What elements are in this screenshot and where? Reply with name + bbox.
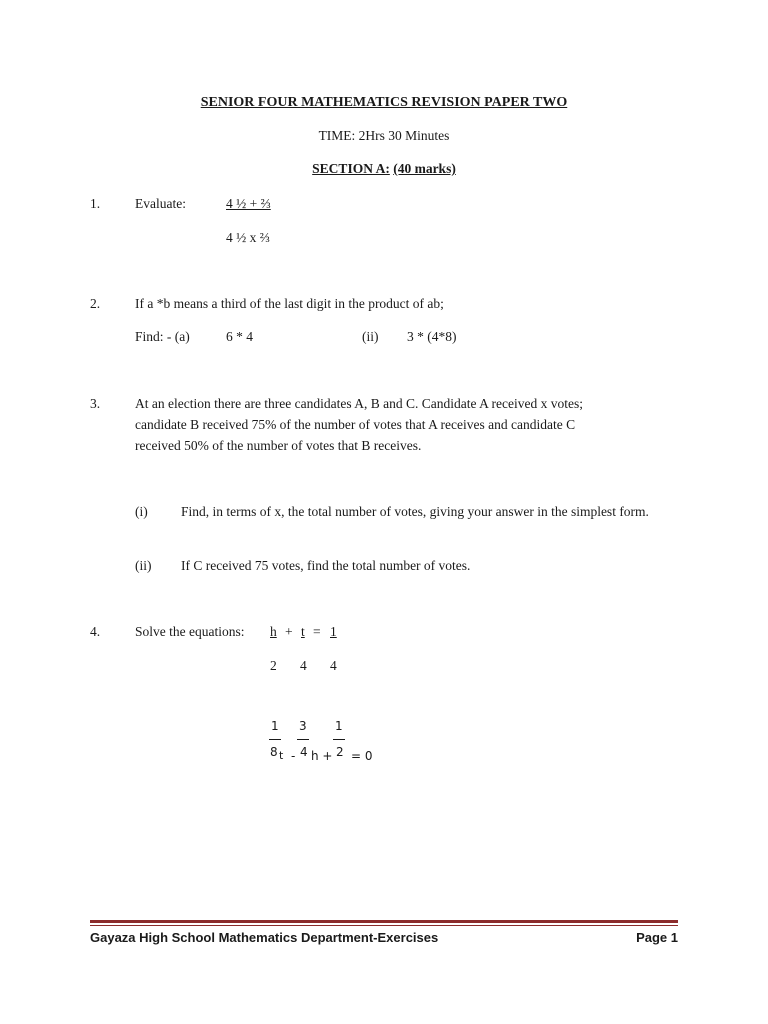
eq1-numerator-h: h [270,624,277,639]
section-label: SECTION A: [312,161,390,176]
page-title: SENIOR FOUR MATHEMATICS REVISION PAPER TWO [200,95,568,110]
q2-find-label: Find: - (a) [135,329,190,344]
eq2-fraction-bar-3 [333,739,345,740]
eq2-fraction-bar-1 [269,739,281,740]
eq1-denominator-4b: 4 [330,658,337,673]
eq1-plus: + [285,624,293,639]
eq2-minus: - [291,749,296,763]
footer-school-name: Gayaza High School Mathematics Department-Exercises [90,930,439,945]
eq2-h-plus: h + [311,749,333,763]
q2-text: If a *b means a third of the last digit in the product of ab; [135,296,444,311]
eq2-numerator-1b: 1 [335,719,343,733]
q1-expression-1: 4 ½ + ⅔ [226,196,271,211]
q4-number: 4. [90,624,101,639]
eq2-variable-t: t [279,749,284,762]
eq2-fraction-bar-2 [297,739,309,740]
section-marks: (40 marks) [393,161,456,176]
eq2-numerator-1a: 1 [271,719,279,733]
q3-i-label: (i) [135,504,148,519]
q2-part-ii-label: (ii) [362,329,379,344]
q3-line-1: At an election there are three candidates A, B and C. Candidate A received x votes; [135,396,583,411]
q3-number: 3. [90,396,101,411]
eq2-denominator-4: 4 [300,745,308,759]
q2-part-ii: 3 * (4*8) [407,329,457,344]
eq2-numerator-3: 3 [299,719,307,733]
eq2-denominator-8: 8 [270,745,278,759]
q3-text [135,393,675,456]
eq2-equals-zero: = 0 [351,749,373,763]
eq2-denominator-2: 2 [336,745,344,759]
q3-ii-label: (ii) [135,558,152,573]
footer-page-number: Page 1 [636,930,678,945]
q1-label: Evaluate: [135,196,186,211]
section-heading [0,161,768,177]
q3-i-text: Find, in terms of x, the total number of votes, giving your answer in the simplest form. [181,504,649,519]
time-allowed: TIME: 2Hrs 30 Minutes [318,128,450,143]
eq1-denominator-2: 2 [270,658,277,673]
q1-expression-2: 4 ½ x ⅔ [226,230,270,245]
q3-line-3: received 50% of the number of votes that B receives. [135,438,422,453]
q3-ii-text: If C received 75 votes, find the total number of votes. [181,558,471,573]
footer-rule-thin [90,925,678,926]
q4-label: Solve the equations: [135,624,245,639]
eq1-numerator-t: t [301,624,305,639]
eq1-denominator-4a: 4 [300,658,307,673]
footer-rule-thick [90,920,678,923]
eq1-equals: = [313,624,321,639]
q2-number: 2. [90,296,101,311]
q2-part-a: 6 * 4 [226,329,253,344]
q3-line-2: candidate B received 75% of the number of votes that A receives and candidate C [135,417,576,432]
q1-number: 1. [90,196,101,211]
eq1-numerator-1: 1 [330,624,337,639]
